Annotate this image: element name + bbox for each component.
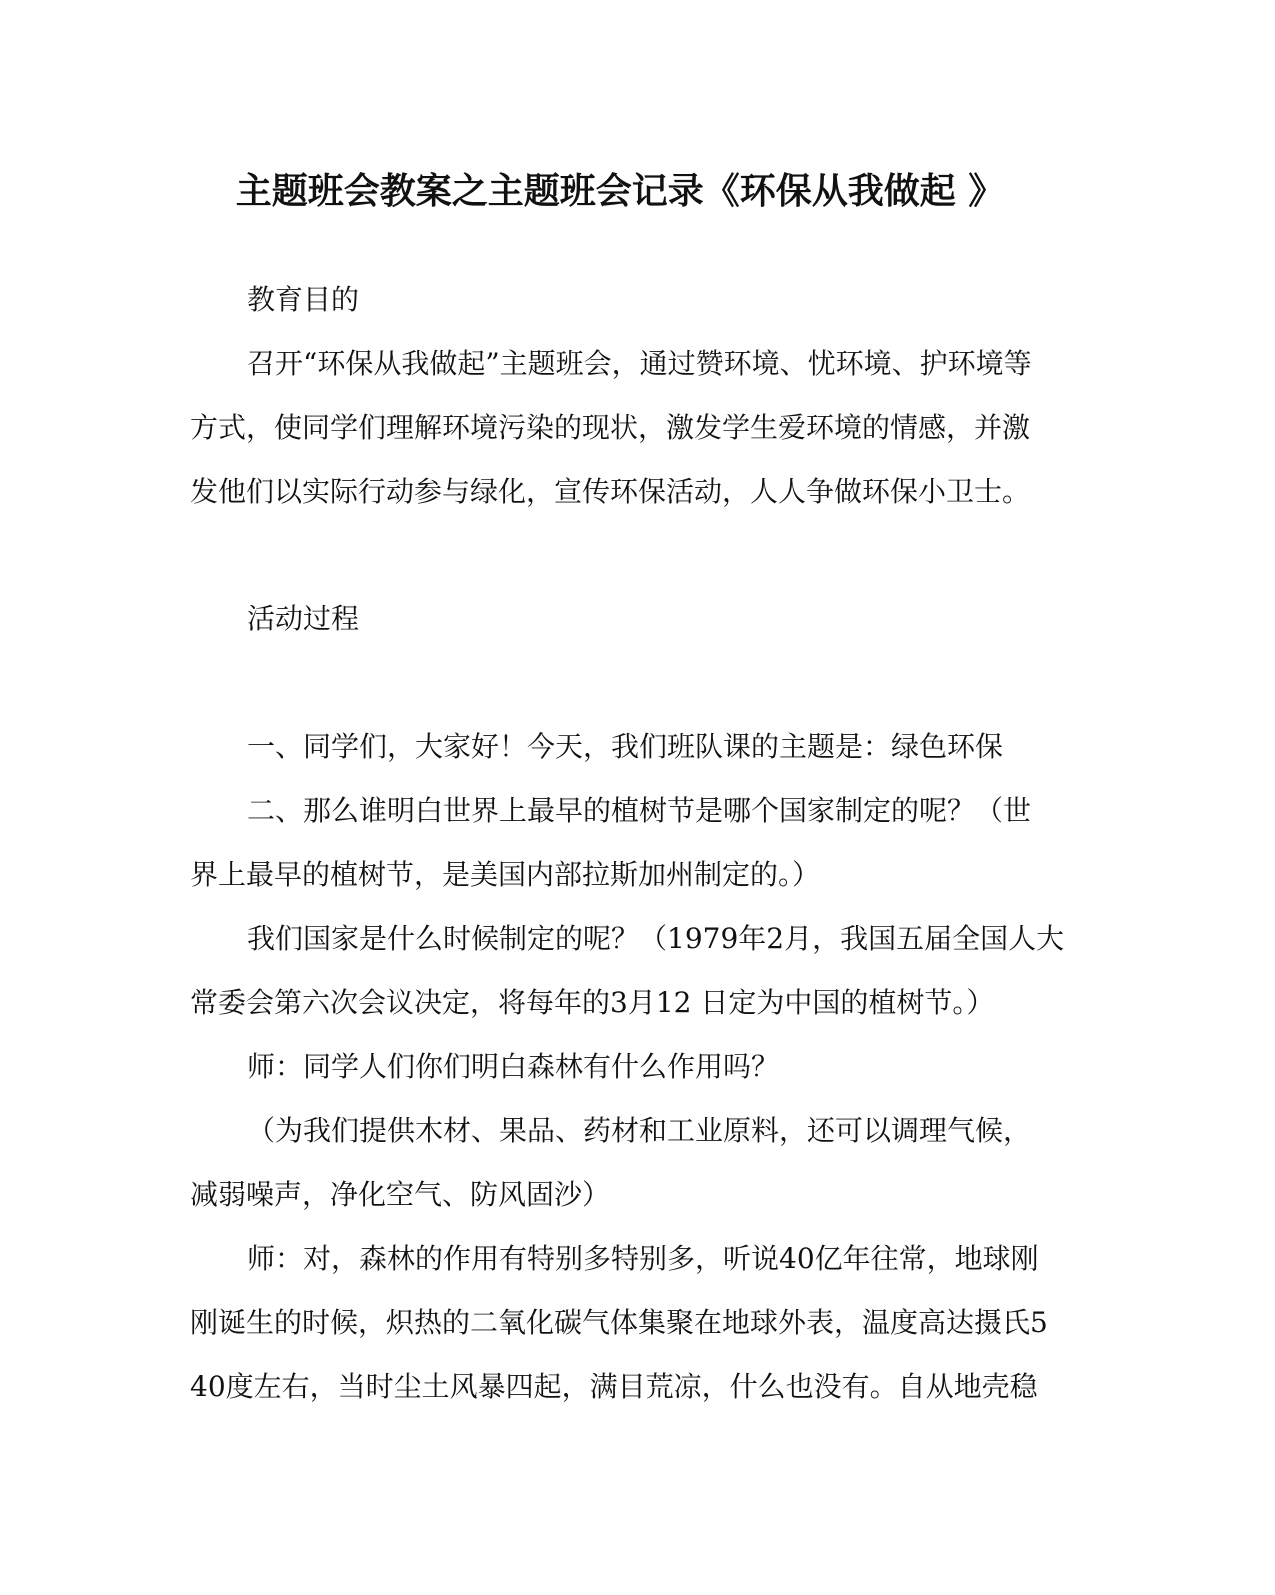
paragraph-line: （为我们提供木材、果品、药材和工业原料，还可以调理气候，: [247, 1114, 1032, 1147]
paragraph-line: 师：对，森林的作用有特别多特别多，听说40亿年往常，地球刚: [247, 1242, 1039, 1275]
paragraph-line: 发他们以实际行动参与绿化，宣传环保活动，人人争做环保小卫士。: [190, 475, 1031, 508]
paragraph-line: 界上最早的植树节，是美国内部拉斯加州制定的。）: [190, 858, 821, 891]
paragraph-line: 我们国家是什么时候制定的呢？（1979年2月，我国五届全国人大: [247, 922, 1065, 955]
section-heading-education-goal: 教育目的: [247, 283, 360, 316]
paragraph-line: 师：同学人们你们明白森林有什么作用吗？: [247, 1050, 780, 1083]
section-heading-activity-process: 活动过程: [247, 602, 360, 635]
paragraph-line: 一、同学们，大家好！今天，我们班队课的主题是：绿色环保: [247, 730, 1004, 763]
document-title: 主题班会教案之主题班会记录《环保从我做起 》: [235, 170, 1005, 212]
paragraph-line: 40度左右，当时尘土风暴四起，满目荒凉，什么也没有。自从地壳稳: [190, 1370, 1038, 1403]
paragraph-line: 常委会第六次会议决定，将每年的3月12 日定为中国的植树节。）: [190, 986, 995, 1019]
paragraph-line: 刚诞生的时候，炽热的二氧化碳气体集聚在地球外表，温度高达摄氏5: [190, 1306, 1048, 1339]
paragraph-line: 二、那么谁明白世界上最早的植树节是哪个国家制定的呢？（世: [247, 794, 1032, 827]
paragraph-line: 减弱噪声，净化空气、防风固沙）: [190, 1178, 611, 1211]
paragraph-line: 召开“环保从我做起”主题班会，通过赞环境、忧环境、护环境等: [247, 347, 1032, 380]
paragraph-line: 方式，使同学们理解环境污染的现状，激发学生爱环境的情感，并激: [190, 411, 1031, 444]
